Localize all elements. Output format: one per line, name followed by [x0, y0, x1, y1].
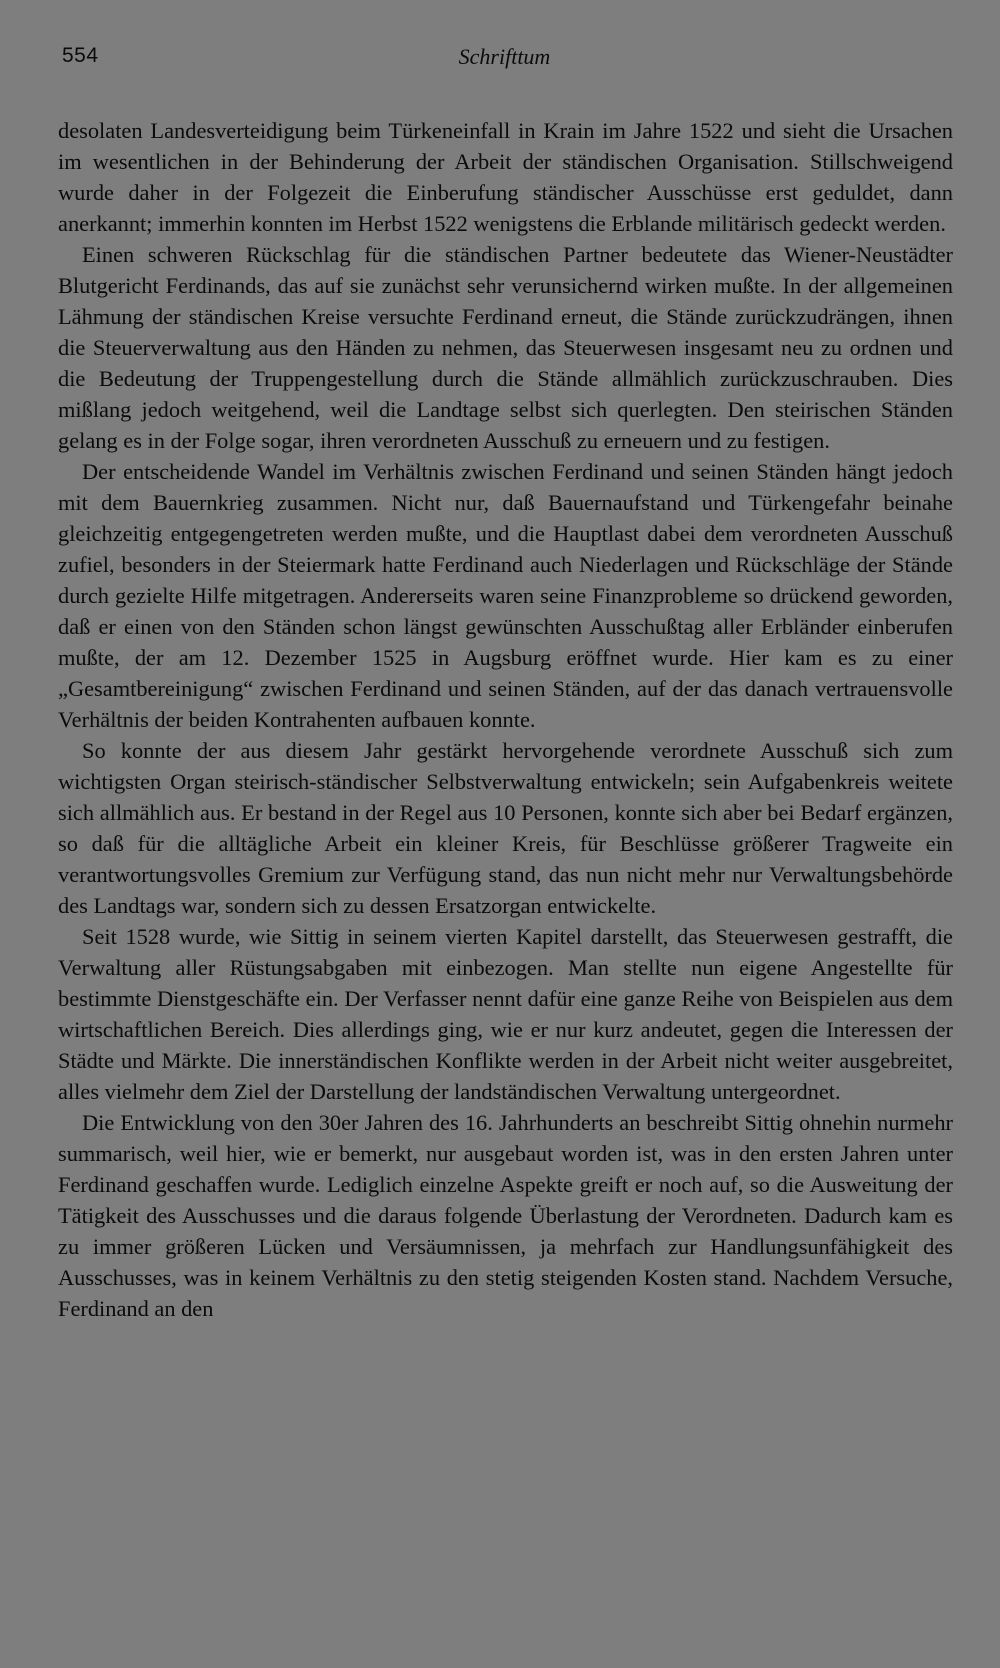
paragraph: desolaten Landesverteidigung beim Türkeneinfall in Krain im Jahre 1522 und sieht die Ursachen im wesentlichen in der Behinderung der Arbeit der ständischen Organisation. Stillschweigend wurde daher in der Folgezeit die Einberufung ständischer Ausschüsse erst geduldet, dann anerkannt; immerhin konnten im Herbst 1522 wenigstens die Erblande militärisch gedeckt werden.	[58, 118, 953, 236]
paragraph: Der entscheidende Wandel im Verhältnis zwischen Ferdinand und seinen Ständen hängt jedoch mit dem Bauernkrieg zusammen. Nicht nur, daß Bauernaufstand und Türkengefahr beinahe gleichzeitig entgegengetreten werden mußte, und die Hauptlast dabei dem verordneten Ausschuß zufiel, besonders in der Steiermark hatte Ferdinand auch Niederlagen und Rückschläge der Stände durch gezielte Hilfe mitgetragen. Andererseits waren seine Finanzprobleme so drückend geworden, daß er einen von den Ständen schon längst gewünschten Ausschußtag aller Erbländer einberufen mußte, der am 12. Dezember 1525 in Augsburg eröffnet wurde. Hier kam es zu einer „Gesamtbereinigung“ zwischen Ferdinand und seinen Ständen, auf der das danach vertrauensvolle Verhältnis der beiden Kontrahenten aufbauen konnte.	[58, 459, 953, 732]
running-title: Schrifttum	[458, 44, 551, 69]
page-number: 554	[62, 44, 99, 67]
paragraph: Einen schweren Rückschlag für die ständischen Partner bedeutete das Wiener-Neustädter Blutgericht Ferdinands, das auf sie zunächst sehr verunsichernd wirken mußte. In der allgemeinen Lähmung der ständischen Kreise versuchte Ferdinand erneut, die Stände zurückzudrängen, ihnen die Steuerverwaltung aus den Händen zu nehmen, das Steuerwesen insgesamt neu zu ordnen und die Bedeutung der Truppengestellung durch die Stände allmählich zurückzuschrauben. Dies mißlang jedoch weitgehend, weil die Landtage selbst sich querlegten. Den steirischen Ständen gelang es in der Folge sogar, ihren verordneten Ausschuß zu erneuern und zu festigen.	[58, 242, 953, 453]
body-text	[58, 115, 953, 1324]
paragraph: Seit 1528 wurde, wie Sittig in seinem vierten Kapitel darstellt, das Steuerwesen gestrafft, die Verwaltung aller Rüstungsabgaben mit einbezogen. Man stellte nun eigene Angestellte für bestimmte Dienstgeschäfte ein. Der Verfasser nennt dafür eine ganze Reihe von Beispielen aus dem wirtschaftlichen Bereich. Dies allerdings ging, wie er nur kurz andeutet, gegen die Interessen der Städte und Märkte. Die innerständischen Konflikte werden in der Arbeit nicht weiter ausgebreitet, alles vielmehr dem Ziel der Darstellung der landständischen Verwaltung untergeordnet.	[58, 924, 953, 1104]
page-header	[62, 44, 947, 78]
paragraph: So konnte der aus diesem Jahr gestärkt hervorgehende verordnete Ausschuß sich zum wichtigsten Organ steirisch-ständischer Selbstverwaltung entwickeln; sein Aufgabenkreis weitete sich allmählich aus. Er bestand in der Regel aus 10 Personen, konnte sich aber bei Bedarf ergänzen, so daß für die alltägliche Arbeit ein kleiner Kreis, für Beschlüsse größerer Tragweite ein verantwortungsvolles Gremium zur Verfügung stand, das nun nicht mehr nur Verwaltungsbehörde des Landtags war, sondern sich zu dessen Ersatzorgan entwickelte.	[58, 738, 953, 918]
paragraph: Die Entwicklung von den 30er Jahren des 16. Jahrhunderts an beschreibt Sittig ohnehin nurmehr summarisch, weil hier, wie er bemerkt, nur ausgebaut worden ist, was in den ersten Jahren unter Ferdinand geschaffen wurde. Lediglich einzelne Aspekte greift er noch auf, so die Ausweitung der Tätigkeit des Ausschusses und die daraus folgende Überlastung der Verordneten. Dadurch kam es zu immer größeren Lücken und Versäumnissen, ja mehrfach zur Handlungsunfähigkeit des Ausschusses, was in keinem Verhältnis zu den stetig steigenden Kosten stand. Nachdem Versuche, Ferdinand an den	[58, 1110, 953, 1321]
